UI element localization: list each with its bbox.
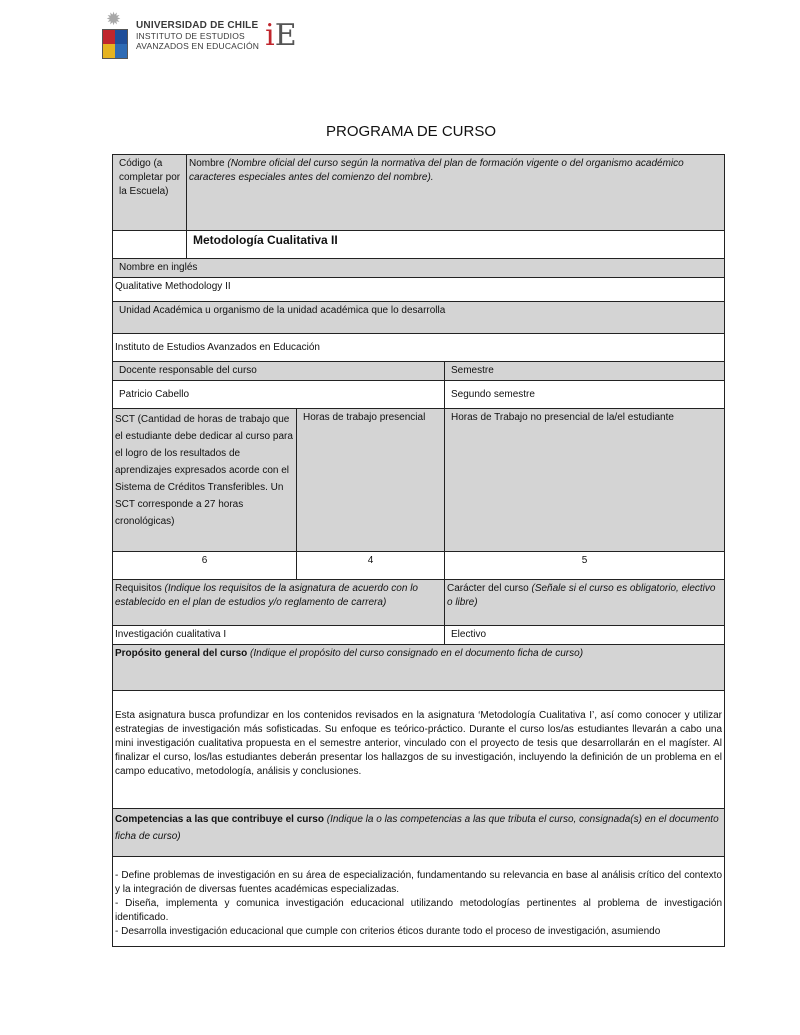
unidad-value: Instituto de Estudios Avanzados en Educación	[113, 334, 725, 362]
shield-icon	[102, 29, 128, 59]
university-name: UNIVERSIDAD DE CHILE	[136, 20, 259, 31]
document-title: PROGRAMA DE CURSO	[325, 123, 497, 140]
star-emblem-icon: ✹	[106, 9, 122, 30]
no-presencial-label: Horas de Trabajo no presencial de la/el estudiante	[445, 409, 725, 552]
course-name: Metodología Cualitativa II	[187, 231, 725, 259]
semestre-label: Semestre	[445, 362, 725, 381]
presencial-value: 4	[297, 552, 445, 580]
docente-value: Patricio Cabello	[113, 381, 445, 409]
competencias-label: Competencias a las que contribuye el curso (Indique la o las competencias a las que tributa el curso, consignada(s) en el documento ficha de curso)	[113, 809, 725, 857]
institution-header	[100, 10, 297, 62]
docente-label: Docente responsable del curso	[113, 362, 445, 381]
course-program-form	[112, 154, 725, 947]
proposito-label: Propósito general del curso (Indique el propósito del curso consignado en el documento ficha de curso)	[113, 645, 725, 691]
competencia-item: - Diseña, implementa y comunica investigación educacional utilizando metodologías pertinentes al problema de investigación identificado.	[115, 898, 723, 923]
competencia-item: - Desarrolla investigación educacional que cumple con criterios éticos durante todo el proceso de investigación, asumiendo	[115, 926, 661, 937]
institute-line-2: AVANZADOS EN EDUCACIÓN	[136, 41, 260, 51]
sct-label: SCT (Cantidad de horas de trabajo que el estudiante debe dedicar al curso para el logro de los resultados de aprendizajes expresados acorde con el Sistema de Créditos Transferibles. Un SCT corresponde a 27 horas cronológicas)	[113, 409, 297, 552]
competencias-list	[113, 857, 725, 947]
ingles-label: Nombre en inglés	[113, 259, 725, 278]
university-crest-logo	[100, 11, 130, 61]
semestre-value: Segundo semestre	[445, 381, 725, 409]
nombre-label: Nombre (Nombre oficial del curso según la normativa del plan de formación vigente o del organismo académico caracteres especiales antes del comienzo del nombre).	[187, 155, 725, 231]
codigo-label: Código (a completar por la Escuela)	[113, 155, 187, 231]
ie-logo: iE	[265, 18, 297, 53]
requisitos-value: Investigación cualitativa I	[113, 626, 445, 645]
ingles-value: Qualitative Methodology II	[113, 278, 725, 302]
competencia-item: - Define problemas de investigación en su área de especialización, fundamentando su relevancia en base al análisis crítico del contexto y la integración de diversas fuentes académicas especializadas.	[115, 870, 723, 895]
proposito-text: Esta asignatura busca profundizar en los contenidos revisados en la asignatura ‘Metodología Cualitativa I’, así como conocer y utilizar estrategias de investigación más sofisticadas. Su enfoque es teórico-práctico. Durante el curso los/as estudiantes llevarán a cabo una mini investigación cualitativa propuesta en el semestre anterior, vinculado con el proyecto de tesis que desarrollarán en el magíster. Al finalizar el curso, los/las estudiantes deberán presentar los hallazgos de su investigación, incluyendo la definición de un problema en el campo educativo, metodología, análisis y conclusiones.	[113, 691, 725, 809]
unidad-label: Unidad Académica u organismo de la unidad académica que lo desarrolla	[113, 302, 725, 334]
codigo-value	[113, 231, 187, 259]
institute-line-1: INSTITUTO DE ESTUDIOS	[136, 31, 245, 41]
requisitos-label: Requisitos (Indique los requisitos de la asignatura de acuerdo con lo establecido en el plan de estudios y/o reglamento de carrera)	[113, 580, 445, 626]
caracter-label: Carácter del curso (Señale si el curso es obligatorio, electivo o libre)	[445, 580, 725, 626]
presencial-label: Horas de trabajo presencial	[297, 409, 445, 552]
no-presencial-value: 5	[445, 552, 725, 580]
sct-value: 6	[113, 552, 297, 580]
caracter-value: Electivo	[445, 626, 725, 645]
institution-name	[136, 21, 259, 51]
